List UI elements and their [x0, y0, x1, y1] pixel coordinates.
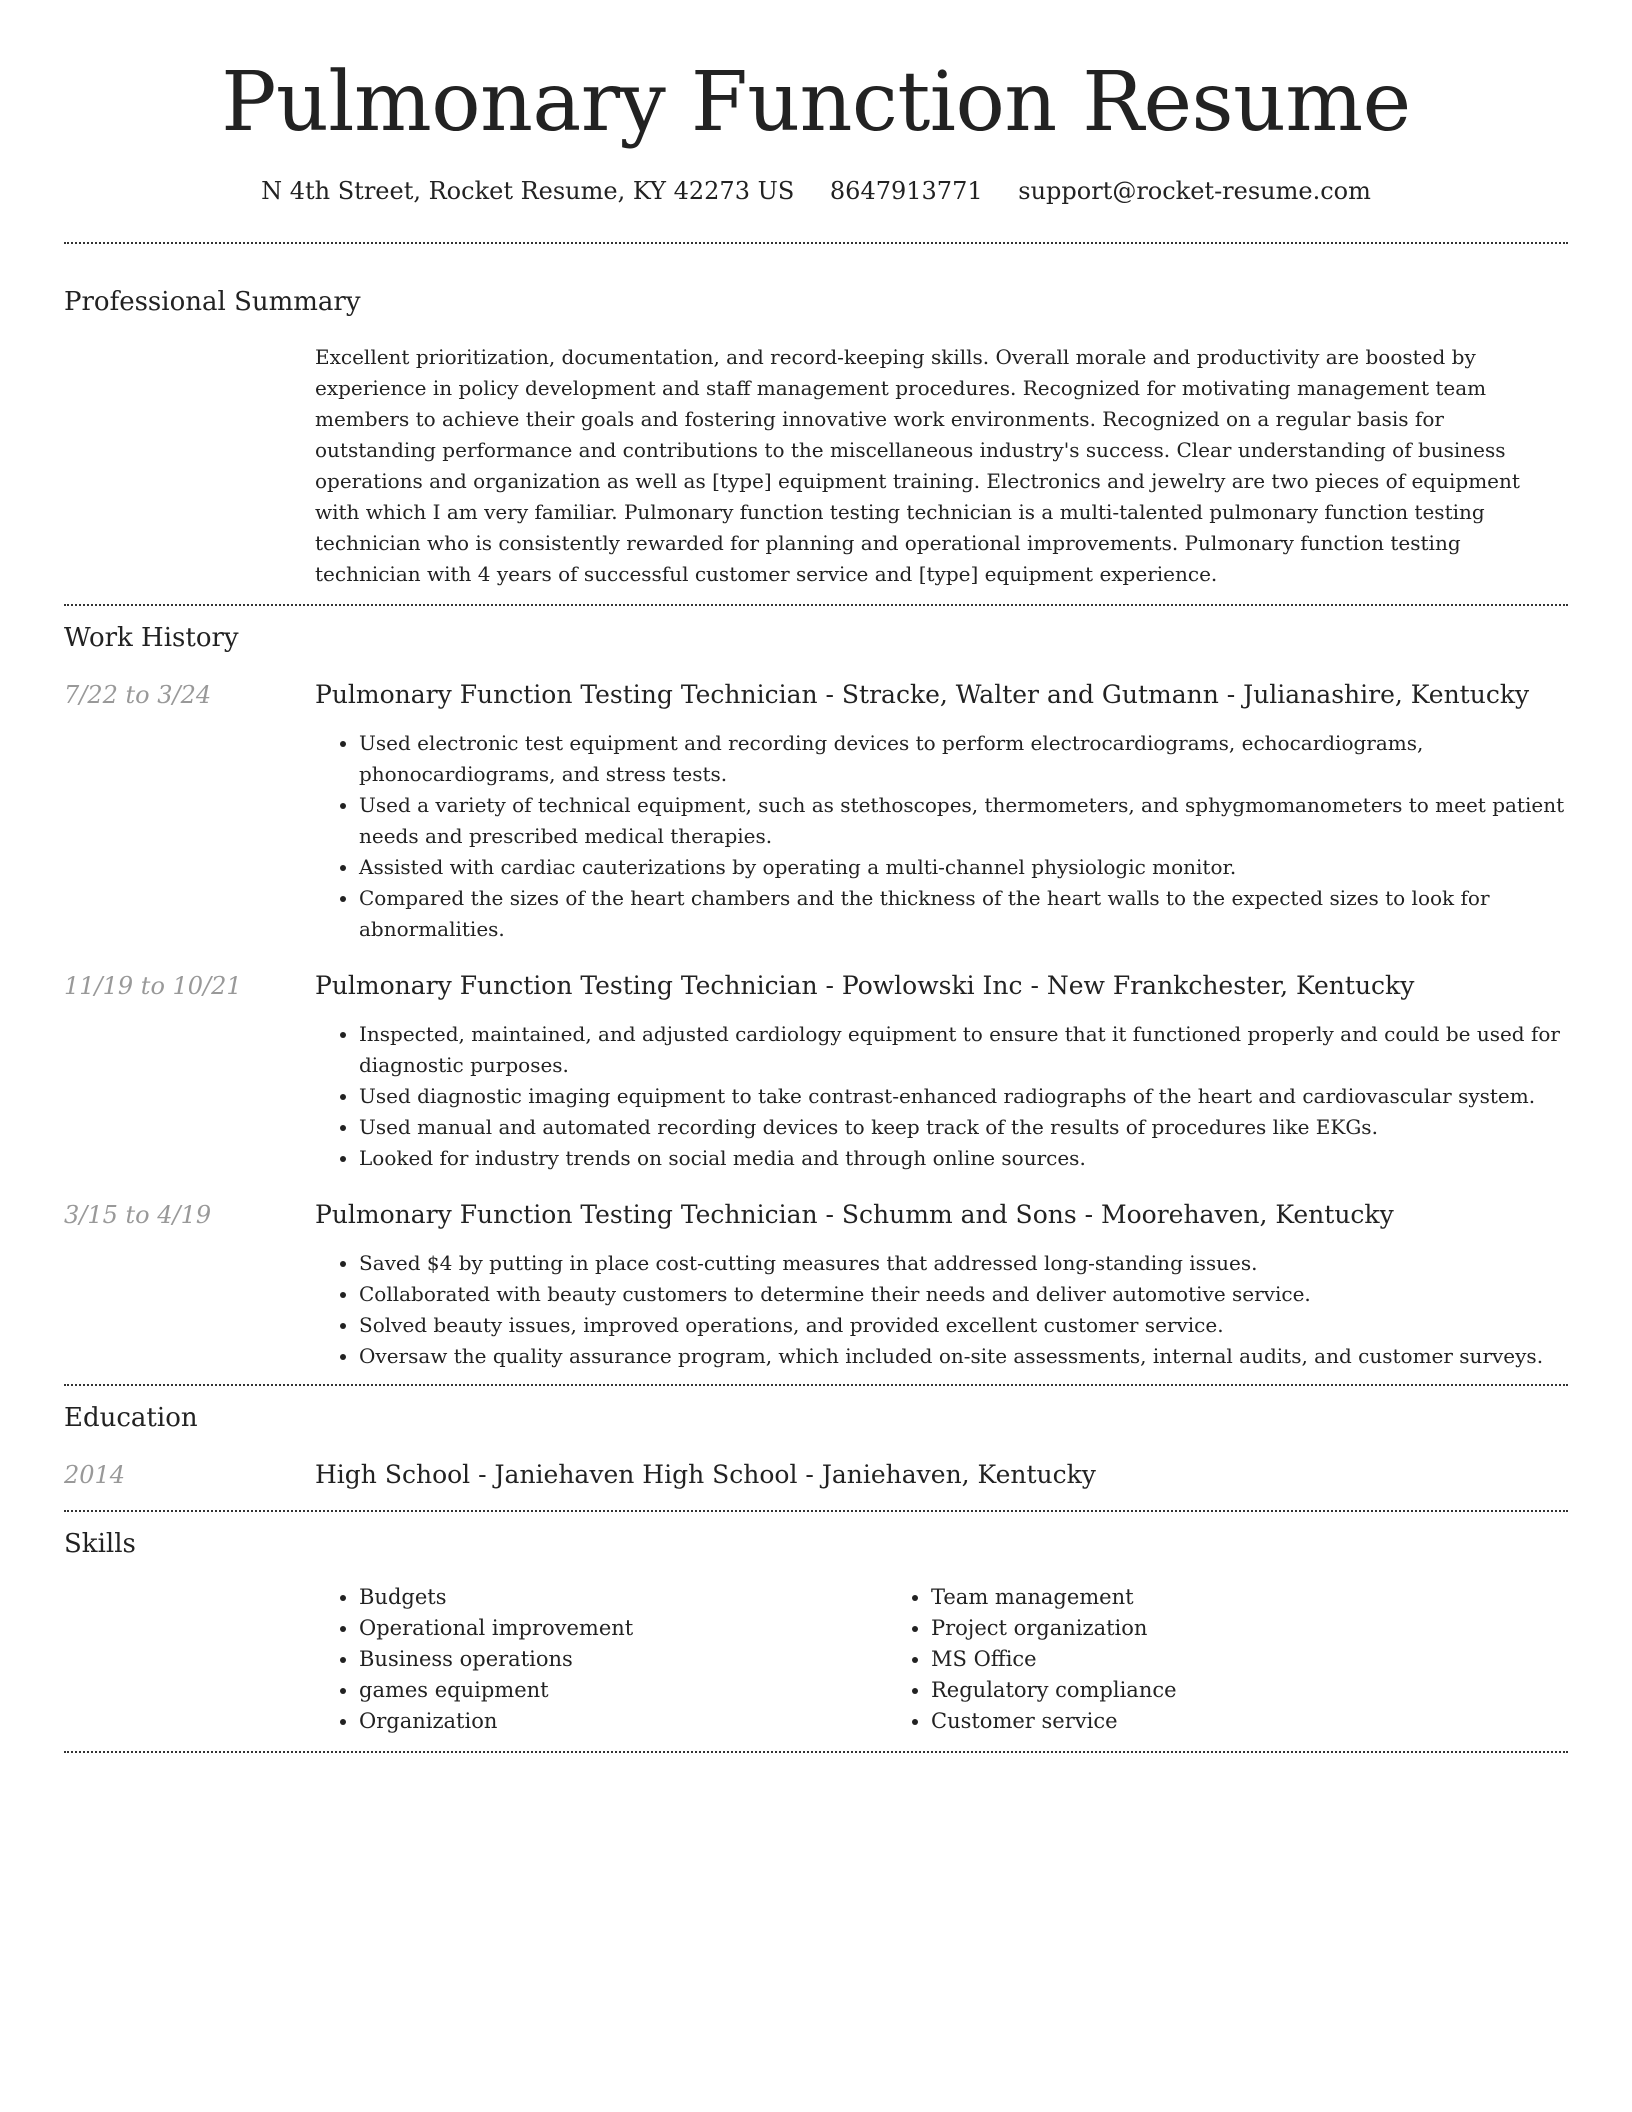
- summary-text: Excellent prioritization, documentation, and record-keeping skills. Overall morale and productivity are boosted by experience in policy development and staff management procedures. Recognized for motivating management team members to achieve their goals and fostering innovative work environments. Recognized on a regular basis for outstanding performance and contributions to the miscellaneous industry's success. Clear understanding of business operations and organization as well as [type] equipment training. Electronics and jewelry are two pieces of equipment with which I am very familiar. Pulmonary function testing technician is a multi-talented pulmonary function testing technician who is consistently rewarded for planning and operational improvements. Pulmonary function testing technician with 4 years of successful customer service and [type] equipment experience.: [315, 345, 1520, 586]
- email-text: support@rocket-resume.com: [1018, 177, 1371, 205]
- phone-text: 8647913771: [829, 177, 983, 205]
- resume-name: Pulmonary Function Resume: [221, 55, 1411, 150]
- skills-columns: [315, 1582, 1568, 1737]
- divider: [64, 1510, 1568, 1512]
- job-entry: [64, 678, 1568, 945]
- list-item: • Compared the sizes of the heart chambers and the thickness of the heart walls to the expected sizes to look for abnormalities.: [359, 883, 1568, 945]
- list-item: • Used manual and automated recording devices to keep track of the results of procedures like EKGs.: [359, 1112, 1568, 1143]
- list-item: • Used a variety of technical equipment, such as stethoscopes, thermometers, and sphygmomanometers to meet patient needs and prescribed medical therapies.: [359, 790, 1568, 852]
- job-heading: Pulmonary Function Testing Technician - Stracke, Walter and Gutmann - Julianashire, Kentucky: [315, 680, 1530, 709]
- list-item: • MS Office: [931, 1644, 1459, 1675]
- address-text: N 4th Street, Rocket Resume, KY 42273 US: [261, 177, 795, 205]
- divider: [64, 1384, 1568, 1386]
- job-bullets: [315, 728, 1568, 945]
- summary-section: [64, 284, 1568, 590]
- list-item: • Used diagnostic imaging equipment to take contrast-enhanced radiographs of the heart and cardiovascular system.: [359, 1081, 1568, 1112]
- list-item: • Saved $4 by putting in place cost-cutting measures that addressed long-standing issues.: [359, 1248, 1568, 1279]
- skills-list-left: [315, 1582, 887, 1737]
- job-bullets: [315, 1019, 1568, 1174]
- resume-page: [64, 0, 1568, 1753]
- list-item: • Oversaw the quality assurance program, which included on-site assessments, internal audits, and customer surveys.: [359, 1341, 1568, 1372]
- job-entry: [64, 1198, 1568, 1372]
- education-heading: High School - Janiehaven High School - Janiehaven, Kentucky: [315, 1460, 1096, 1489]
- divider: [64, 1751, 1568, 1753]
- job-dates: 3/15 to 4/19: [64, 1201, 212, 1229]
- list-item: • Team management: [931, 1582, 1459, 1613]
- job-dates: 7/22 to 3/24: [64, 681, 212, 709]
- education-section: [64, 1400, 1568, 1492]
- job-heading: Pulmonary Function Testing Technician - Powlowski Inc - New Frankchester, Kentucky: [315, 971, 1415, 1000]
- list-item: • Regulatory compliance: [931, 1675, 1459, 1706]
- job-entry: [64, 969, 1568, 1174]
- list-item: • Collaborated with beauty customers to determine their needs and deliver automotive service.: [359, 1279, 1568, 1310]
- section-title-skills: Skills: [64, 1529, 136, 1559]
- list-item: • Inspected, maintained, and adjusted cardiology equipment to ensure that it functioned properly and could be used for diagnostic purposes.: [359, 1019, 1568, 1081]
- list-item: • Looked for industry trends on social media and through online sources.: [359, 1143, 1568, 1174]
- list-item: • games equipment: [359, 1675, 887, 1706]
- skills-section: [64, 1526, 1568, 1737]
- job-dates: 11/19 to 10/21: [64, 972, 242, 1000]
- section-title-work: Work History: [64, 623, 239, 653]
- education-entry: [64, 1458, 1568, 1492]
- job-heading: Pulmonary Function Testing Technician - Schumm and Sons - Moorehaven, Kentucky: [315, 1200, 1394, 1229]
- skills-list-right: [887, 1582, 1459, 1737]
- list-item: • Used electronic test equipment and recording devices to perform electrocardiograms, echocardiograms, phonocardiograms, and stress tests.: [359, 728, 1568, 790]
- contact-line: [64, 174, 1568, 208]
- list-item: • Business operations: [359, 1644, 887, 1675]
- job-bullets: [315, 1248, 1568, 1372]
- list-item: • Project organization: [931, 1613, 1459, 1644]
- list-item: • Budgets: [359, 1582, 887, 1613]
- list-item: • Assisted with cardiac cauterizations by operating a multi-channel physiologic monitor.: [359, 852, 1568, 883]
- list-item: • Organization: [359, 1706, 887, 1737]
- divider: [64, 242, 1568, 244]
- section-title-summary: Professional Summary: [64, 287, 361, 317]
- education-year: 2014: [64, 1461, 126, 1489]
- section-title-education: Education: [64, 1403, 198, 1433]
- list-item: • Solved beauty issues, improved operations, and provided excellent customer service.: [359, 1310, 1568, 1341]
- list-item: • Customer service: [931, 1706, 1459, 1737]
- divider: [64, 604, 1568, 606]
- list-item: • Operational improvement: [359, 1613, 887, 1644]
- work-section: [64, 620, 1568, 1372]
